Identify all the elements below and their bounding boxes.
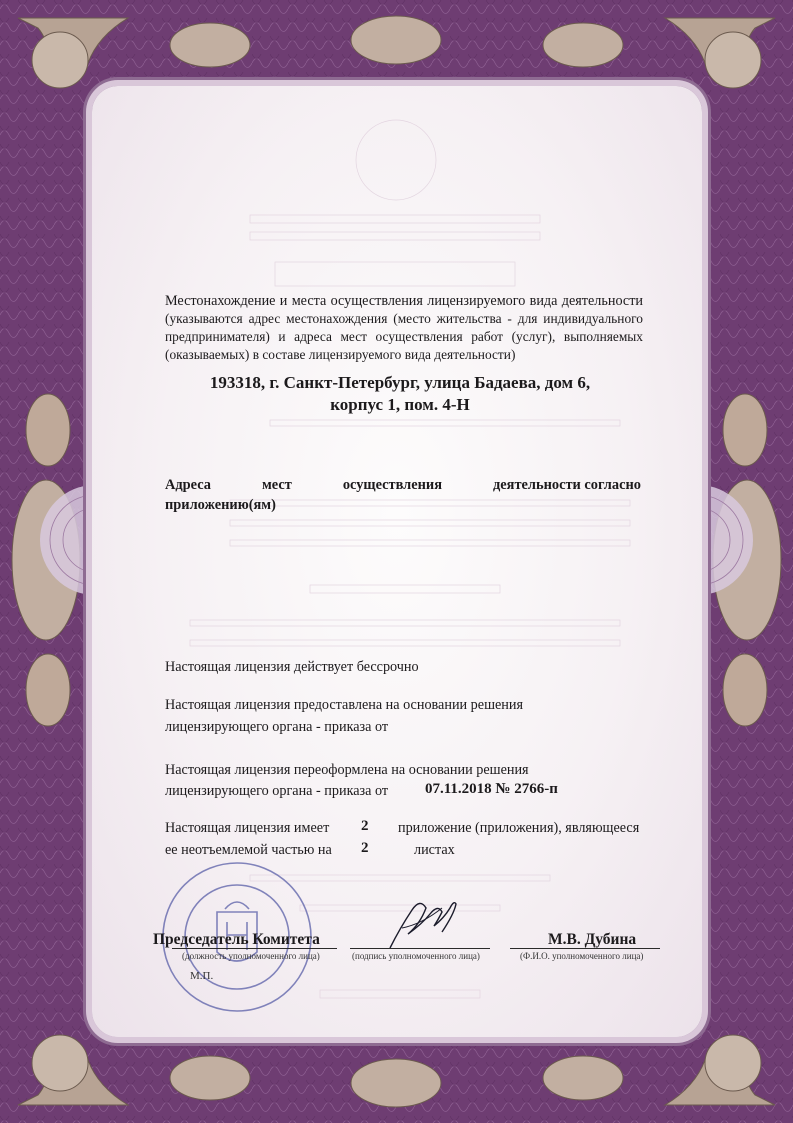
- name-caption: (Ф.И.О. уполномоченного лица): [520, 951, 644, 961]
- location-intro: Местонахождение и места осуществления лицензируемого вида деятельности: [165, 293, 643, 309]
- activity-word-4: деятельности согласно: [493, 477, 641, 493]
- signature-caption: (подпись уполномоченного лица): [352, 951, 480, 961]
- appendix-count: 2: [361, 818, 369, 834]
- seal-place: М.П.: [190, 970, 214, 982]
- location-note: (указываются адрес местонахождения (место жительства - для индивидуального предпринимателя) и адреса мест осуществления работ (услуг), выполняемых (оказываемых) в составе лицензируемого вида деятельности): [165, 311, 643, 362]
- activity-line-2: приложению(ям): [165, 497, 276, 513]
- appendix-line-2b: листах: [414, 842, 455, 858]
- signature-scribble: [382, 888, 462, 960]
- validity-line: Настоящая лицензия действует бессрочно: [165, 659, 419, 675]
- appendix-sheets: 2: [361, 840, 369, 856]
- activity-addresses-note: [165, 475, 641, 515]
- appendix-line-1a: Настоящая лицензия имеет: [165, 820, 330, 836]
- granted-line-2: лицензирующего органа - приказа от: [165, 719, 389, 735]
- role-caption: (должность уполномоченного лица): [182, 951, 320, 961]
- address-line-2: корпус 1, пом. 4-Н: [330, 395, 470, 414]
- signature-underline: [350, 948, 490, 949]
- appendix-line-2a: ее неотъемлемой частью на: [165, 842, 332, 858]
- activity-word-3: осуществления: [342, 477, 442, 493]
- role-underline: [172, 948, 337, 949]
- granted-line-1: Настоящая лицензия предоставлена на основании решения: [165, 697, 523, 713]
- reissued-line-1: Настоящая лицензия переоформлена на основании решения: [165, 762, 529, 778]
- address-block: [160, 372, 640, 416]
- signatory-name: М.В. Дубина: [548, 931, 637, 948]
- address-line-1: 193318, г. Санкт-Петербург, улица Бадаева, дом 6,: [209, 373, 591, 392]
- activity-word-1: Адреса: [165, 477, 211, 493]
- appendix-line-1b: приложение (приложения), являющееся: [398, 820, 640, 836]
- reissued-order: 07.11.2018 № 2766-п: [425, 781, 558, 797]
- reissued-line-2: лицензирующего органа - приказа от: [165, 783, 389, 799]
- name-underline: [510, 948, 660, 949]
- signatory-role: Председатель Комитета: [153, 931, 320, 948]
- activity-word-2: мест: [262, 477, 292, 493]
- location-paragraph: [165, 292, 643, 364]
